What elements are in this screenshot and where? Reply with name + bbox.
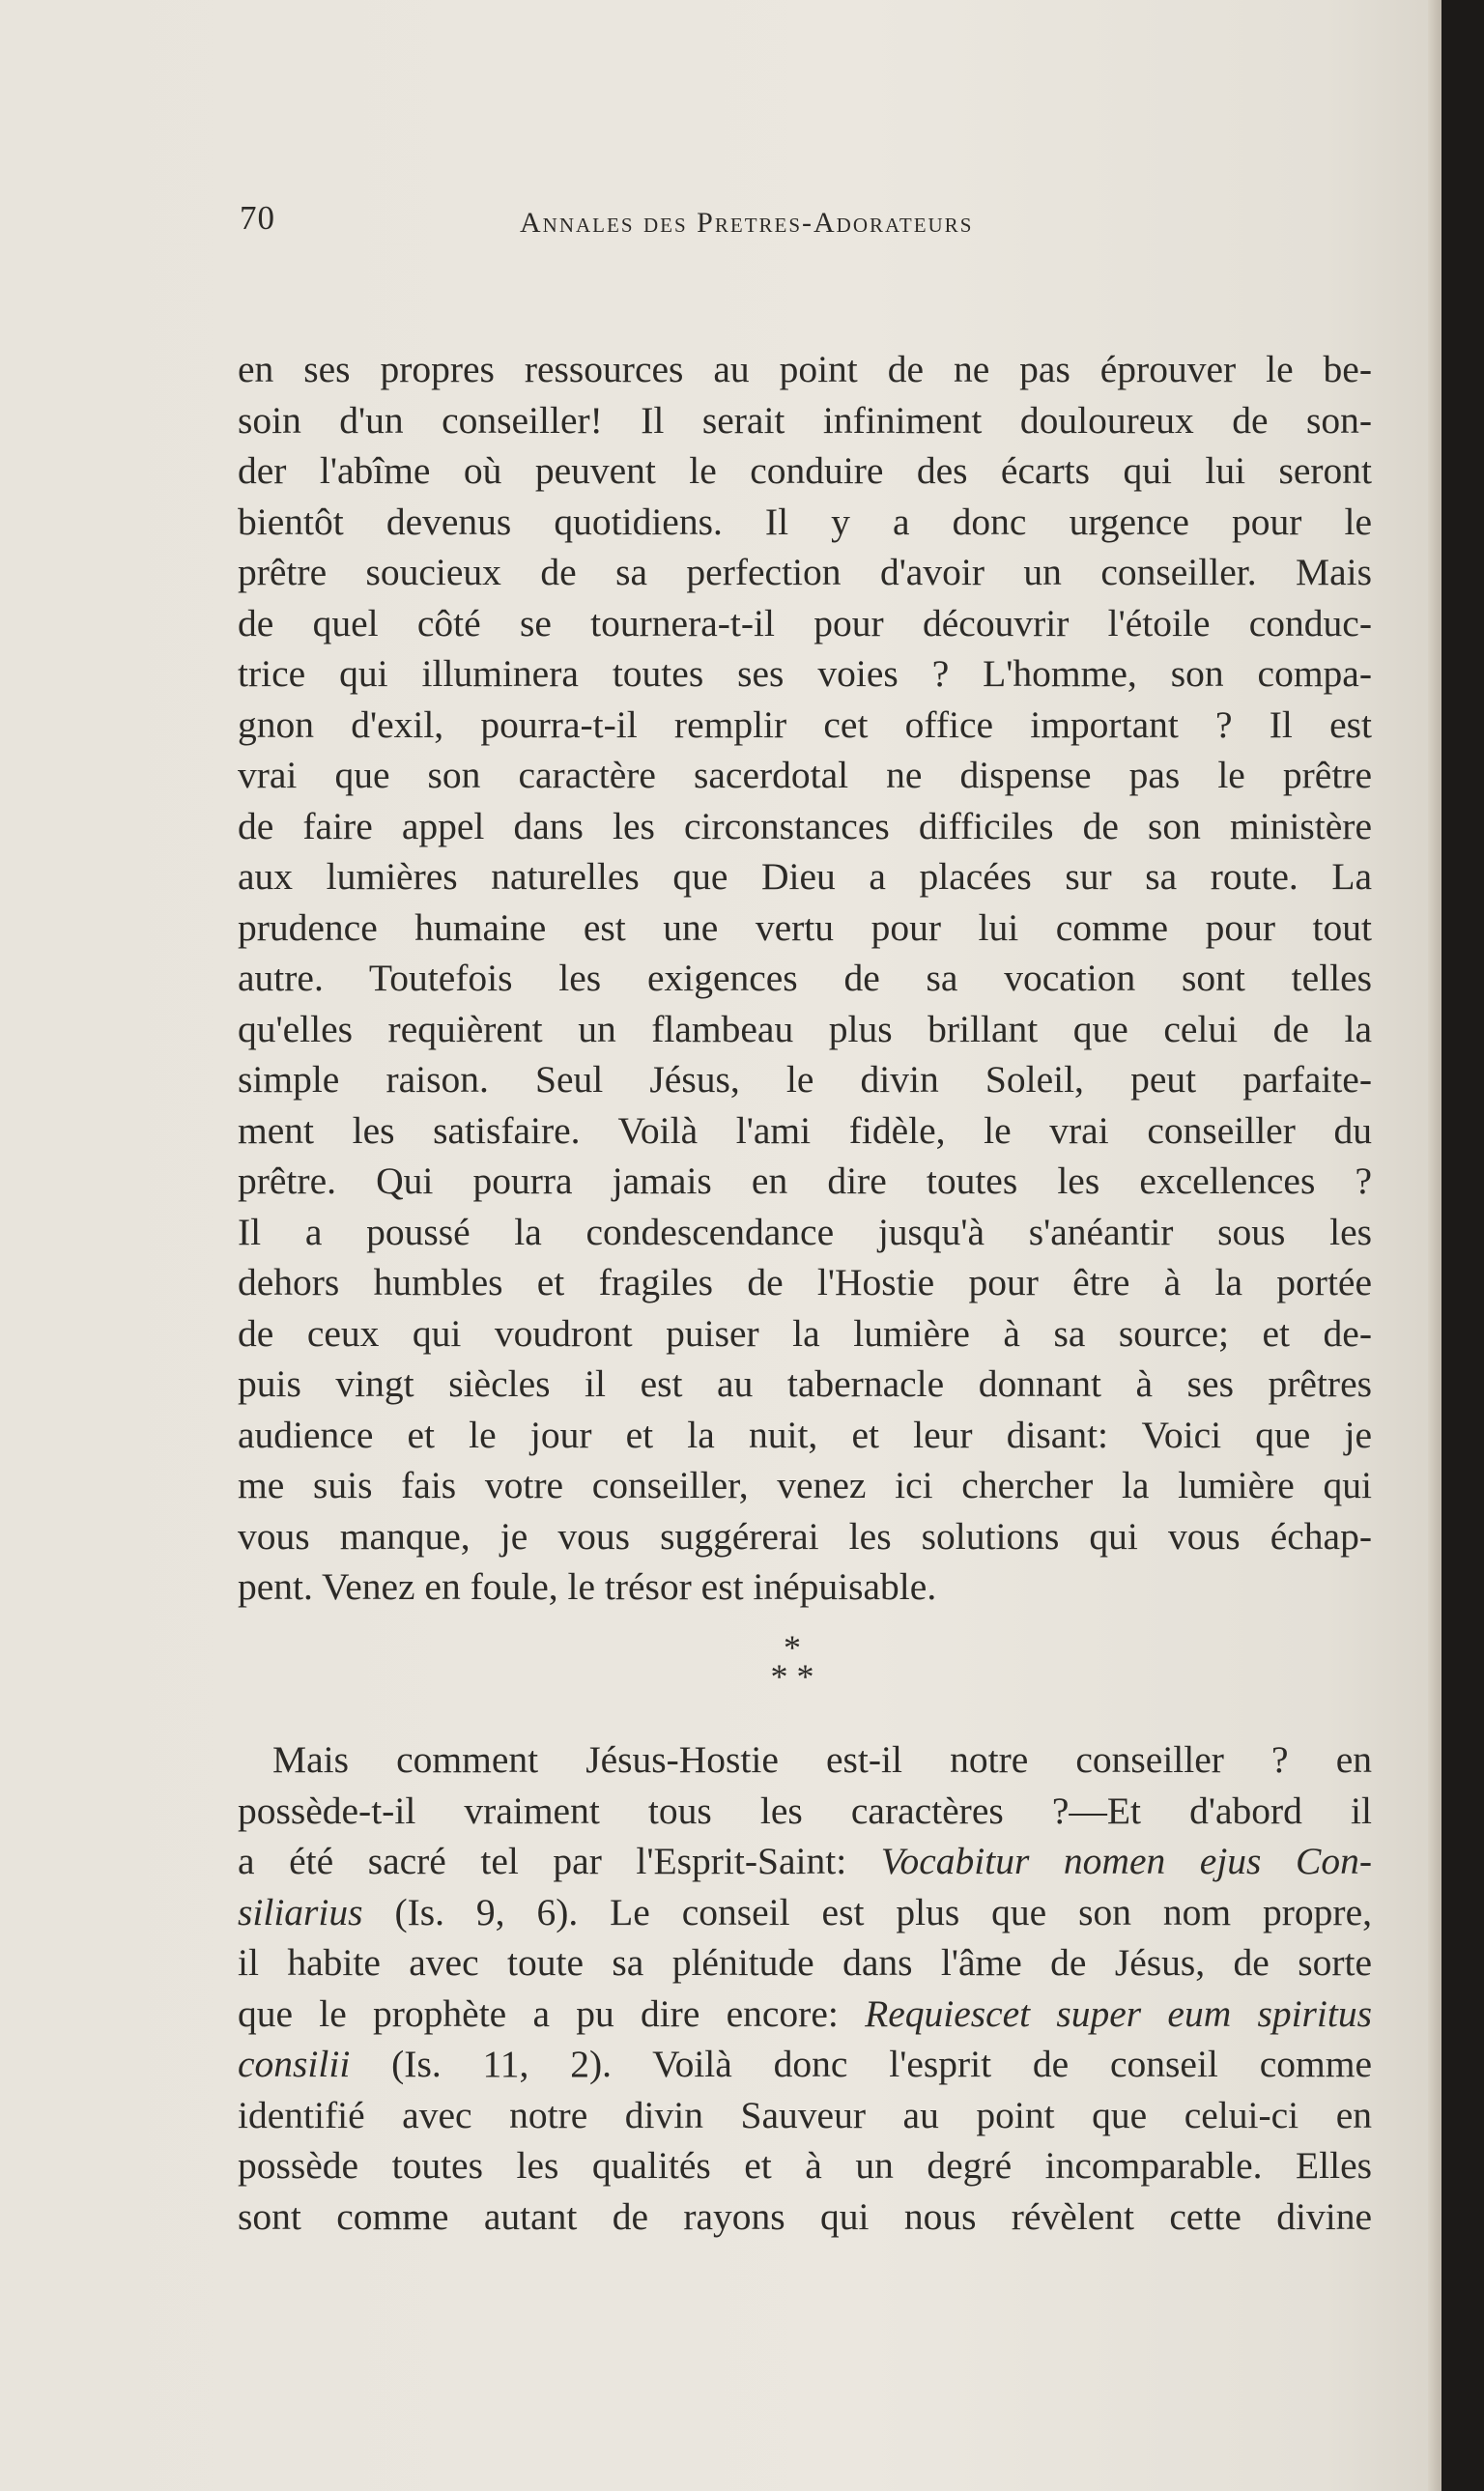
text-line: Mais comment Jésus-Hostie est-il notre conseiller ? en [272, 1738, 1372, 1781]
page-number: 70 [240, 199, 275, 237]
text-line: de ceux qui voudront puiser la lumière à sa source; et de- [238, 1311, 1372, 1355]
text-line [238, 1836, 1372, 1887]
text-line: vous manque, je vous suggérerai les solutions qui vous échap- [238, 1514, 1372, 1558]
text-line [238, 1887, 1372, 1938]
text-line: me suis fais votre conseiller, venez ici chercher la lumière qui [238, 1464, 1372, 1506]
text-line: vrai que son caractère sacerdotal ne dispense pas le prêtre [238, 754, 1372, 796]
text-line: gnon d'exil, pourra-t-il remplir cet office important ? Il est [238, 702, 1372, 746]
text-line: aux lumières naturelles que Dieu a placées sur sa route. La [238, 855, 1372, 898]
text-line: possède toutes les qualités et à un degré incomparable. Elles [238, 2144, 1372, 2187]
text-line: dehors humbles et fragiles de l'Hostie pour être à la portée [238, 1261, 1372, 1303]
text-line: Il a poussé la condescendance jusqu'à s'anéantir sous les [238, 1210, 1372, 1253]
latin-quote: siliarius [238, 1890, 363, 1933]
paragraph-2 [238, 1734, 1372, 2242]
text-line: en ses propres ressources au point de ne pas éprouver le be- [238, 348, 1372, 390]
asterism-divider [744, 1628, 841, 1710]
text-segment: (Is. 9, 6). Le conseil est plus que son nom propre, [362, 1890, 1372, 1933]
text-line [238, 2039, 1372, 2090]
latin-quote: consilii [238, 2043, 351, 2085]
latin-quote: Requiescet super eum spiritus [865, 1991, 1372, 2035]
text-line: simple raison. Seul Jésus, le divin Soleil, peut parfaite- [238, 1058, 1372, 1101]
text-line: trice qui illuminera toutes ses voies ? L'homme, son compa- [238, 652, 1372, 695]
page-header [240, 191, 1380, 249]
text-line [238, 1989, 1372, 2040]
text-line: de faire appel dans les circonstances difficiles de son ministère [238, 804, 1372, 847]
text-line: prêtre soucieux de sa perfection d'avoir un conseiller. Mais [238, 551, 1372, 593]
latin-quote: Vocabitur nomen ejus Con- [880, 1840, 1372, 1882]
running-head: Annales des Pretres-Adorateurs [520, 207, 974, 239]
text-line: pent. Venez en foule, le trésor est inépuisable. [238, 1565, 937, 1608]
text-line: der l'abîme où peuvent le conduire des écarts qui lui seront [238, 449, 1372, 492]
text-line: possède-t-il vraiment tous les caractères ?—Et d'abord il [238, 1789, 1372, 1832]
text-line: prudence humaine est une vertu pour lui comme pour tout [238, 905, 1372, 949]
paragraph-1 [238, 344, 1372, 1613]
text-segment: a été sacré tel par l'Esprit-Saint: [238, 1840, 881, 1882]
text-line: sont comme autant de rayons qui nous révèlent cette divine [238, 2194, 1372, 2238]
text-line: puis vingt siècles il est au tabernacle donnant à ses prêtres [238, 1362, 1372, 1405]
asterism-bottom: * * [770, 1657, 814, 1696]
text-line: bientôt devenus quotidiens. Il y a donc urgence pour le [238, 500, 1372, 543]
text-line: ment les satisfaire. Voilà l'ami fidèle, le vrai conseiller du [238, 1108, 1372, 1152]
text-line: identifié avec notre divin Sauveur au point que celui-ci en [238, 2093, 1372, 2136]
text-line: audience et le jour et la nuit, et leur disant: Voici que je [238, 1413, 1372, 1456]
asterism-top: * [784, 1628, 801, 1667]
text-line: il habite avec toute sa plénitude dans l'âme de Jésus, de sorte [238, 1941, 1372, 1984]
page-edge [1428, 0, 1441, 2491]
text-line: autre. Toutefois les exigences de sa vocation sont telles [238, 957, 1372, 999]
text-segment: (Is. 11, 2). Voilà donc l'esprit de conseil comme [350, 2043, 1372, 2085]
text-line: de quel côté se tournera-t-il pour découvrir l'étoile conduc- [238, 601, 1372, 644]
text-line: prêtre. Qui pourra jamais en dire toutes les excellences ? [238, 1160, 1372, 1202]
text-line: qu'elles requièrent un flambeau plus brillant que celui de la [238, 1007, 1372, 1050]
text-line: soin d'un conseiller! Il serait infiniment douloureux de son- [238, 398, 1372, 442]
text-segment: que le prophète a pu dire encore: [238, 1991, 866, 2035]
